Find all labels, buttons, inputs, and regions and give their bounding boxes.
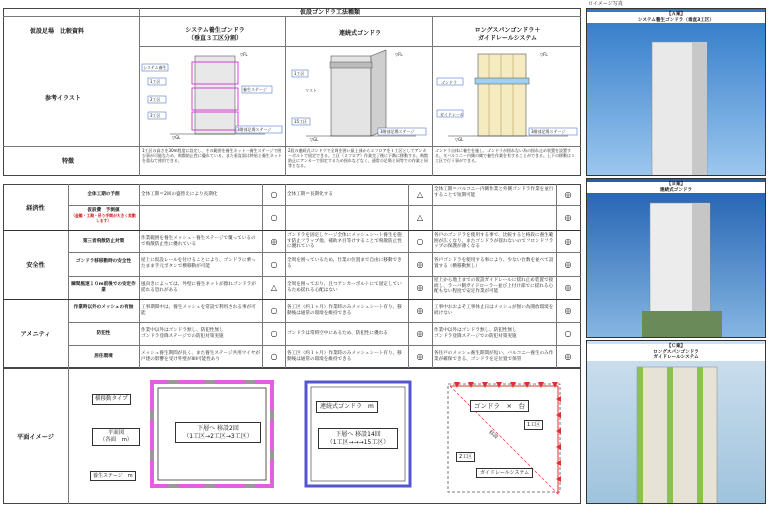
plan2-type-label: 連続式ゴンドラ m: [316, 401, 378, 413]
illust1-label: 1工区: [150, 79, 161, 84]
divider: [68, 252, 581, 253]
sub-s3: 瞬間風速１０m前後での安定作業: [71, 282, 136, 293]
cell: 各工区（約１ヶ月）作業時のみメッシュシート有り、移動後は通常の環境を維持できる: [287, 351, 402, 362]
mark-e2-3: ◎: [564, 213, 572, 222]
illust1-gl: ▽GL: [172, 135, 181, 140]
mark-a3-2: ◎: [416, 352, 424, 361]
divider: [68, 205, 581, 206]
cell: メッシュ養生期間が長く、また養生ステージ共用ウイヤが戸建の影響を受け外壁がIIII可能性あり: [141, 351, 260, 362]
divider: [68, 276, 581, 277]
row-illustration-label: 参考イラスト: [45, 95, 81, 102]
photo-b-caption: 【Ｂ案】 連続式ゴンドラ: [587, 182, 765, 193]
mark-s3-2: ◎: [416, 283, 424, 292]
cell: 風向きによっては、外壁に養生ネットが擦れゴンドラが揺れる恐れがある: [141, 282, 256, 293]
divider: [3, 16, 581, 17]
feature-col2: 2段の連続式ゴンドラで全周を囲い最上部から２フロアを１工区としてアンカーボルトで固定できる。工区（２フロア）作業完了後に下階に移動する。飛散防止にアンカーで固定するため揺れなどなく、通常の足場と同等での作業と同等となる。: [288, 148, 428, 168]
sub-a1: 作業時以外のメッシュの有無: [73, 305, 134, 310]
illust2-label: マスト: [305, 88, 317, 93]
illust3-gl: ▽GL: [455, 137, 464, 142]
cell: 全体工期＝バルコニー内側作業と外側ゴンドラ作業を並行することで短期可能: [434, 187, 554, 198]
photo-a-caption: 【Ａ案】 システム養生ゴンドラ（垂直3工区）: [587, 12, 765, 23]
mark-s2-1: ○: [270, 260, 278, 269]
sub-s1: 第三者飛散防止対策: [82, 239, 125, 244]
side-title: ロイメージ写真: [588, 1, 623, 7]
cell: ゴンドラを固定しケージ全体にメッシュシート養生を施す防止フラップ他、補助ネ目等けすることで飛散防止性に優れている: [287, 233, 402, 250]
row-feature-label: 特徴: [62, 158, 75, 165]
mark-a3-3: ◎: [564, 352, 572, 361]
illust2-label: 1工区: [294, 71, 305, 76]
plan3-move-diag: 移設: [487, 429, 499, 441]
illust1-label: 2工区: [150, 97, 161, 102]
mark-s2-3: ◎: [564, 260, 572, 269]
cell: 全周を囲っているため、仕業の位置まで自由に移動できる: [287, 258, 402, 269]
plan3-gondola-label: ゴンドラ × 台: [470, 400, 529, 412]
cell: 全周を囲っており、且つアンカーボルトにて固定しているため揺れる心配はない: [287, 282, 402, 293]
illust1-label: 3階部足場ステージ: [237, 127, 272, 132]
mark-a3-1: ○: [270, 352, 278, 361]
photo-a: [586, 8, 766, 176]
plan1-move-label: 下層へ 移設2回 （1工区→2工区→3工区）: [175, 422, 261, 443]
work-type-title: 仮設ゴンドラ工法種類: [300, 9, 361, 16]
cell: 屋上に仮設レールを付けることにより、ゴンドラに乗ったまま手元ボタンで横移動が可能: [141, 258, 256, 269]
divider: [139, 46, 581, 47]
cell: 各工区（約１ヶ月）作業時のみメッシュシート有り、移動後は通常の環境を維持できる: [287, 305, 402, 316]
illust1-label: 3工区: [150, 113, 161, 118]
sub-s2: ゴンドラ移移動時の安全性: [75, 259, 132, 264]
row-plan-label: 平面イメージ: [17, 433, 54, 441]
col2-title: 連続式ゴンドラ: [338, 30, 381, 37]
mark-a2-2: ◎: [416, 329, 424, 338]
mark-s2-2: ◎: [416, 260, 424, 269]
illust2-gl: ▽GL: [310, 137, 319, 142]
illust1-label: システム養生: [143, 65, 167, 70]
illust3-label: ガイドレール: [440, 112, 464, 117]
sub-e2-note: （金額・工期・吊り手間が大きく変動します）: [71, 213, 136, 223]
mark-e2-2: △: [416, 213, 424, 222]
col1-title: システム養生ゴンドラ （垂直３工区分割）: [185, 27, 245, 42]
cell: ゴンドラは常時空中にあるため、防犯性に優れる: [287, 331, 388, 336]
cell: 工事期間中は、養生メッシュを常設で利用される事が可能: [141, 305, 256, 316]
illust3-label: ゴンドラ: [441, 80, 457, 85]
plan3-drawing: [440, 376, 572, 498]
mark-a1-2: ◎: [416, 306, 424, 315]
sub-e2: 仮設費 予測値: [87, 208, 120, 213]
cell: 全体工期＝2回の盛替えにより長期化: [141, 192, 218, 197]
mark-s1-1: ◎: [270, 237, 278, 246]
section-safety: 安全性: [26, 262, 45, 269]
col3-title: ロングスパンゴンドラ＋ ガイドレールシステム: [474, 27, 541, 42]
building-a-icon: [647, 37, 717, 176]
plan3-rail-label: ガイドレールシステム: [476, 468, 533, 478]
cell: 屋上から地上までの仮設ガイドレールに揺れ止め装置で接続し、ラーバ側ガイドローラー並び上付け部でに揺れる心配もない程度で安定作業が可能: [434, 278, 554, 295]
section-economy: 経済性: [26, 204, 45, 212]
sub-a3: 居住環境: [94, 354, 113, 359]
section-amenity: アメニティ: [20, 331, 51, 338]
photo-c: [586, 340, 766, 504]
illust3-label: 3階部足場ステージ: [531, 129, 566, 134]
mark-e1-2: △: [416, 190, 424, 199]
building-c-icon: [627, 365, 727, 504]
plan1-type-label: 横移動タイプ: [92, 394, 131, 405]
cell: 作業中以外はゴンドラ無し、防犯性無し ゴンドラ登降ステージでの防犯対策実施: [141, 328, 224, 339]
mark-a2-3: ○: [564, 329, 572, 338]
mark-a1-3: ◎: [564, 306, 572, 315]
cell: 各戸ゴンドラを使用する事により、少ない台数を並べて設置する（横移動無し）: [434, 258, 554, 269]
mark-a1-1: ○: [270, 306, 278, 315]
mark-e1-3: ◎: [564, 190, 572, 199]
illust1-fl: ▽FL: [240, 52, 248, 57]
building-b-icon: [642, 201, 722, 338]
feature-col3: ゴンドラ自体に養生を施し、ゴンドラが揺れない為の揺れ止め装置を設置する。又バルコニー内側の側で養生作業を有することができる。上下の移動は１工区で行う事ができる。: [435, 148, 575, 163]
mark-s3-3: ◎: [564, 283, 572, 292]
illust2-label: 3階部足場ステージ: [380, 129, 415, 134]
divider: [3, 146, 581, 147]
illust1-label: 養生ステージ: [243, 87, 267, 92]
mark-e2-1: ○: [270, 213, 278, 222]
divider: [68, 368, 69, 504]
plan1-plan-label: 平面図 （各面 m）: [92, 428, 140, 446]
sub-e1: 全体工期の予測: [87, 192, 120, 197]
cell: 全体工期＝長期化する: [287, 192, 333, 197]
cell: 作業範囲を養生メッシュ・養生ステージで覆っているので飛散防止性に優れている: [141, 236, 256, 247]
mark-s3-1: △: [270, 283, 278, 292]
illust3-fl: ▽FL: [540, 52, 548, 57]
sub-a2: 防犯性: [96, 331, 111, 336]
mark-a2-1: ○: [270, 329, 278, 338]
mark-s1-3: ◎: [564, 237, 572, 246]
illust2-label: 15工区: [294, 119, 308, 124]
divider: [3, 299, 581, 300]
plan3-zone1-label: 1工区: [524, 420, 543, 430]
divider: [68, 345, 581, 346]
cell: 作業中以外はゴンドラ無し、防犯性無し ゴンドラ登降ステージでの防犯対策実施: [434, 328, 517, 339]
photo-b: [586, 178, 766, 338]
plan2-move-label: 下層へ 移設14回 （1工区→→→15工区）: [318, 428, 398, 449]
mark-s1-2: ○: [416, 237, 424, 246]
doc-title: 仮設足場 比較資料: [30, 28, 85, 35]
cell: 各戸のゴンドラを使用する事で、比較すると格段に養生範囲が広くなり、またゴンドラが揺れないのでフロンドフラップの保護が薄くなる: [434, 233, 554, 250]
illust2-fl: ▽FL: [395, 52, 403, 57]
plan3-zone2-label: 2工区: [456, 452, 475, 462]
feature-col1: 1工区の高さを30m程度に設定し、その範囲を養生ネット一養生ステージで囲む事が可能なため、飛散防止性に優れている。また垂直面は終始と養生ネットを重ねて使用できる。: [142, 148, 282, 163]
plan1-stage-label: 養生ステージ m: [90, 471, 136, 481]
cell: 各住戸のメッシュ養生期間が短い、バルコニー養生のみ作業が確保できる、ゴンドラを定位置で保管: [434, 351, 554, 362]
divider: [68, 322, 581, 323]
divider: [3, 230, 581, 231]
mark-e1-1: ○: [270, 190, 278, 199]
photo-c-caption: 【Ｃ案】 ロングスパンゴンドラ ガイドレールシステム: [587, 344, 765, 361]
cell: 工事中おおよそ工事休止日はメッシュが無い為開放環境を続けない: [434, 305, 554, 316]
